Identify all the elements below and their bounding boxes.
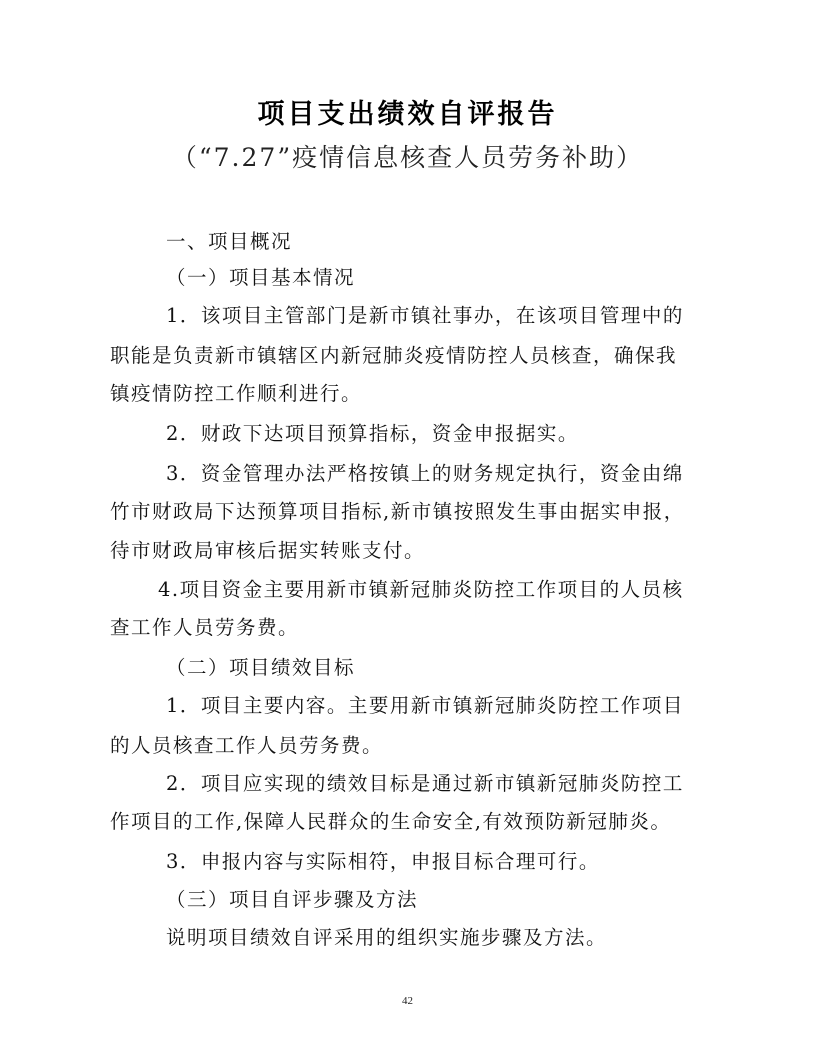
paragraph-line: 2．项目应实现的绩效目标是通过新市镇新冠肺炎防控工 [166,772,684,795]
subsection-heading-goals: （二）项目绩效目标 [166,656,356,679]
subsection-heading-method: （三）项目自评步骤及方法 [166,888,419,911]
paragraph-line: 作项目的工作,保障人民群众的生命安全,有效预防新冠肺炎。 [110,810,672,833]
paragraph-line: 镇疫情防控工作顺利进行。 [110,382,363,405]
paragraph-line: 竹市财政局下达预算项目指标,新市镇按照发生事由据实申报， [110,500,685,523]
paragraph-line: 2．财政下达项目预算指标，资金申报据实。 [166,422,579,445]
page-number: 42 [402,995,413,1007]
paragraph-line: 待市财政局审核后据实转账支付。 [110,539,426,562]
paragraph-line: 的人员核查工作人员劳务费。 [110,734,384,757]
paragraph-line: 查工作人员劳务费。 [110,616,300,639]
paragraph-line: 1．项目主要内容。主要用新市镇新冠肺炎防控工作项目 [166,694,684,717]
report-subtitle: （“7.27”疫情信息核查人员劳务补助） [171,143,644,172]
paragraph-line: 4.项目资金主要用新市镇新冠肺炎防控工作项目的人员核 [158,578,684,601]
report-title: 项目支出绩效自评报告 [257,99,558,130]
subsection-heading-basic-info: （一）项目基本情况 [166,266,356,289]
paragraph-line: 职能是负责新市镇辖区内新冠肺炎疫情防控人员核查，确保我 [110,344,678,367]
paragraph-line: 3．资金管理办法严格按镇上的财务规定执行，资金由绵 [166,462,684,485]
section-heading-overview: 一、项目概况 [166,230,293,253]
paragraph-line: 1．该项目主管部门是新市镇社事办，在该项目管理中的 [166,304,684,327]
paragraph-line: 说明项目绩效自评采用的组织实施步骤及方法。 [166,926,608,949]
paragraph-line: 3．申报内容与实际相符，申报目标合理可行。 [166,850,600,873]
